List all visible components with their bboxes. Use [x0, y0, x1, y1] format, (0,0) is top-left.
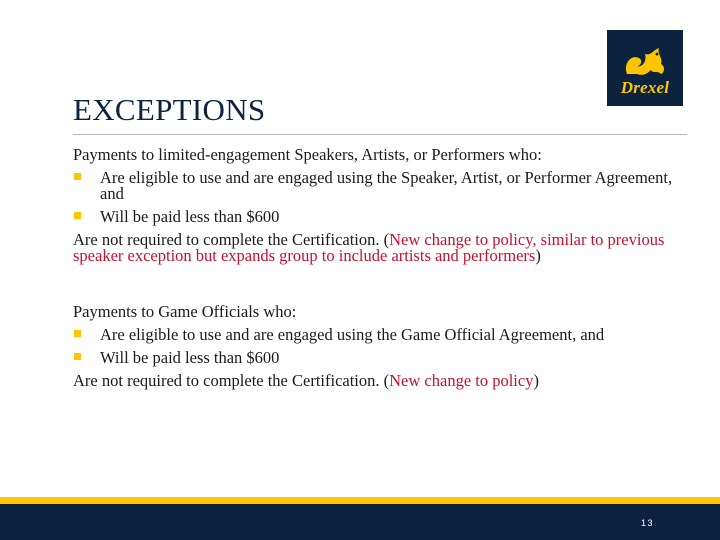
slide-content [73, 147, 673, 389]
footer-bar [0, 504, 720, 540]
policy-change-note: New change to policy, similar to previous speaker exception but expands group to include artists and performers [73, 230, 665, 265]
page-title: EXCEPTIONS [73, 92, 266, 127]
note-open: ( [383, 371, 390, 390]
section2-conclusion [73, 373, 673, 389]
section2-intro: Payments to Game Officials who: [73, 302, 297, 321]
section1-intro: Payments to limited-engagement Speakers, Artists, or Performers who: [73, 145, 542, 164]
page-number: 13 [641, 518, 655, 528]
section-spacer [73, 264, 673, 304]
bullet-text: Are eligible to use and are engaged using the Game Official Agreement, and [100, 325, 605, 344]
square-bullet-icon [74, 212, 81, 219]
bullet-text: Will be paid less than $600 [100, 207, 280, 226]
conclusion-text: Are not required to complete the Certification. [73, 230, 380, 249]
section1-conclusion [73, 232, 673, 264]
footer-accent-bar [0, 497, 720, 504]
bullet-text: Will be paid less than $600 [100, 348, 280, 367]
drexel-logo [607, 30, 683, 106]
list-item [73, 350, 673, 366]
conclusion-text: Are not required to complete the Certification. [73, 371, 380, 390]
title-divider [73, 134, 687, 135]
note-open: ( [383, 230, 390, 249]
policy-change-note: New change to policy [389, 371, 534, 390]
square-bullet-icon [74, 330, 81, 337]
list-item [73, 170, 673, 202]
note-close: ) [533, 371, 539, 390]
note-close: ) [535, 246, 541, 265]
square-bullet-icon [74, 173, 81, 180]
bullet-text: Are eligible to use and are engaged using the Speaker, Artist, or Performer Agreement, and [100, 168, 673, 203]
list-item [73, 209, 673, 225]
list-item [73, 327, 673, 343]
logo-wordmark: Drexel [620, 78, 670, 97]
square-bullet-icon [74, 353, 81, 360]
